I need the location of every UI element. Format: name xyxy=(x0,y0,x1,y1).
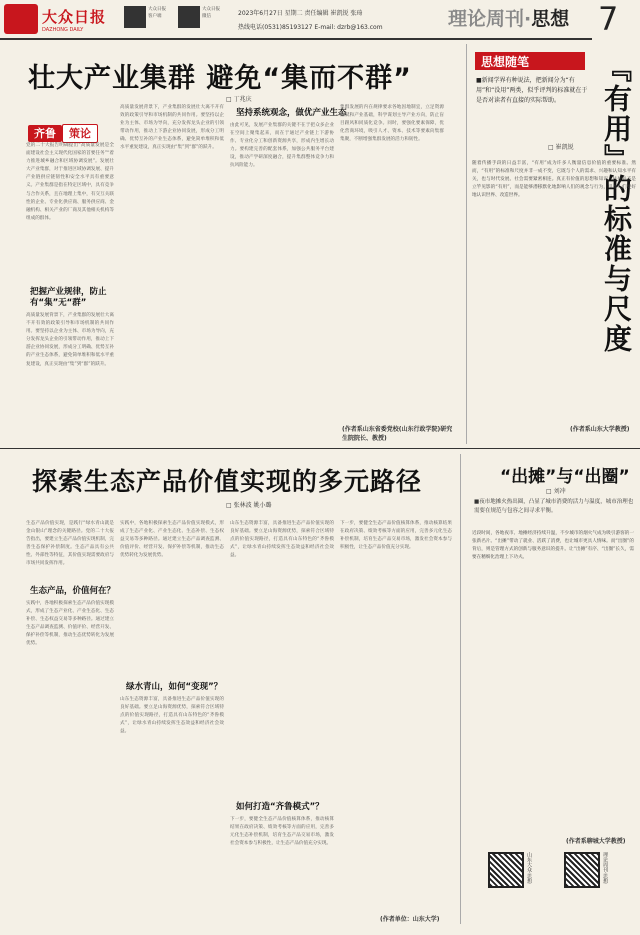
newspaper-logo: 大众日报 xyxy=(42,8,107,26)
article1-tag xyxy=(28,122,98,141)
article1-col1b: 高质量发展背景下，产业集群的发展壮大离不开有效的政策引导和市场机制的共同作用。要坚持以企业为主体、市场为导向，充分发挥龙头企业的引领带动作用，推动上下游企业协同发展，形成分工明确、优势互补的产业生态体系，避免简单堆积和低水平重复建设，真正实现由“集”到“群”的跃升。 xyxy=(26,313,114,367)
section-name: 理论周刊 xyxy=(448,8,525,30)
column-banner: 思想随笔 xyxy=(475,52,585,70)
page-number: 7 xyxy=(598,0,619,38)
article2-author-note: (作者单位：山东大学) xyxy=(380,916,440,923)
qr-code-icon xyxy=(124,6,146,28)
section-rule xyxy=(0,448,640,449)
article2-col3: 山东生态资源丰富，具备推进生态产品价值实现的良好基础。要立足山海资源优势，探索符合区域特点的价值实现路径，打造具有山东特色的“齐鲁模式”，让绿水青山持续发挥生态效益和经济社会效益。 xyxy=(230,521,334,559)
masthead-rule xyxy=(0,38,592,40)
article2-col2b: 山东生态资源丰富，具备推进生态产品价值实现的良好基础。要立足山海资源优势，探索符合区域特点的价值实现路径，打造具有山东特色的“齐鲁模式”，让绿水青山持续发挥生态效益和经济社会效益。 xyxy=(120,697,224,735)
section-sub: 思想 xyxy=(531,8,570,30)
qr-code-icon xyxy=(178,6,200,28)
article2-subhead1: 生态产品，价值何在？ xyxy=(30,586,116,596)
section-title xyxy=(448,4,569,31)
article3-headline: “出摊”与“出圈” xyxy=(500,467,630,487)
article1-subhead2: 坚持系统观念，做优产业生态 xyxy=(236,108,347,118)
section-dot: · xyxy=(524,8,532,30)
qr-code-icon xyxy=(488,852,524,888)
column-byline: □ 崔凯锐 xyxy=(548,144,574,151)
article1-headline: 壮大产业集群 避免“集而不群” xyxy=(28,63,412,94)
qr-label: 理论周刊·思想 xyxy=(602,852,608,884)
hotline: 热线电话(0531)85193127 E-mail: dzrb@163.com xyxy=(238,24,383,31)
article3-byline: □ 刘冲 xyxy=(546,488,566,495)
article1-col2: 高质量发展背景下，产业集群的发展壮大离不开有效的政策引导和市场机制的共同作用。要坚持以企业为主体、市场为导向，充分发挥龙头企业的引领带动作用，推动上下游企业协同发展，形成分工明确、优势互补的产业生态体系，避免简单堆积和低水平重复建设，真正实现由“集”到“群”的跃升。 xyxy=(120,105,224,151)
article2-col2: 实践中，各地积极探索生态产品价值实现模式，形成了生态产业化、产业生态化、生态补偿、生态权益交易等多种路径。通过建立生态产品调查监测、价值评价、经营开发、保护补偿等机制，推动生态优势转化为发展优势。 xyxy=(120,521,224,559)
article2-subhead3: 如何打造“齐鲁模式”？ xyxy=(236,802,324,812)
article2-col4: 下一步，要健全生态产品价值核算体系，推动核算结果在政府决策、绩效考核等方面的应用，完善多元化生态补偿机制，培育生态产品交易市场，激发社会资本参与积极性，让生态产品价值充分实现。 xyxy=(340,521,452,551)
article1-author-note: (作者系山东省委党校(山东行政学院)研究生院院长、教授) xyxy=(342,426,453,442)
column-vertical-title: 『有用』的标准与尺度 xyxy=(600,54,633,354)
tag-label: 齐鲁 xyxy=(28,125,62,142)
column-divider xyxy=(466,44,467,444)
article3-author-note: (作者系聊城大学教授) xyxy=(566,838,626,845)
article2-col1b: 实践中，各地积极探索生态产品价值实现模式，形成了生态产业化、产业生态化、生态补偿、生态权益交易等多种路径。通过建立生态产品调查监测、价值评价、经营开发、保护补偿等机制，推动生态优势转化为发展优势。 xyxy=(26,601,114,647)
newspaper-logo-sub: DAZHONG DAILY xyxy=(42,27,84,33)
newspaper-logo-mark xyxy=(4,4,38,34)
qr-code-icon xyxy=(564,852,600,888)
article2-headline: 探索生态产品价值实现的多元路径 xyxy=(32,467,423,496)
column-lede: ■新闻学界有种说法，把新闻分为“有用”和“没用”两类，似乎评判的标准就在于是否对读者有直接的实际帮助。 xyxy=(476,77,588,104)
column-body: 随着传播手段的日益丰富，“有用”成为许多人衡量信息价值的重要标准。然而，“有用”的标准和尺度并非一成不变，它既与个人的需求、兴趣和认知水平有关，也与时代发展、社会需要紧密相连。真正有价值的思想和知识，往往并不是立竿见影的“有用”，而是能够潜移默化地影响人们的观念与行为，引导人们更好地认识世界、改造世界。 xyxy=(472,161,636,199)
article1-col4: 集群发展的内在规律要求各地因地制宜，立足资源禀赋和产业基础，科学谋划主导产业方向，防止盲目跟风和同质化竞争。同时，要强化要素保障，优化营商环境，吸引人才、资本、技术等要素向集群集聚，不断增强集群发展的活力和韧性。 xyxy=(340,105,444,143)
date-line: 2023年6月27日 星期二 责任编辑 崔凯锐 张琦 xyxy=(238,10,363,17)
article2-byline: □ 张林波 姚小璐 xyxy=(226,502,272,509)
article1-col3: 由此可见，发展产业集群的关键不在于把众多企业在空间上聚集起来，而在于通过产业链上下游协作、专业化分工和创新资源共享，形成内生增长动力。要构建完善的配套体系，加强公共服务平台建设，推动产学研深度融合，提升集群整体竞争力和抗风险能力。 xyxy=(230,123,334,169)
column-divider xyxy=(460,454,461,924)
article3-body: 近段时间，各地夜市、地摊经济持续升温，不少城市的烟火气成为吸引游客的一张新名片。“出摊”带动了就业、活跃了消费，也让城市更具人情味。而“出圈”的背后，则是管理方式的创新与服务意识的提升。让“出摊”有序、“出圈”长久，需要在精细化治理上下功夫。 xyxy=(472,531,634,561)
tag-label-2: 策论 xyxy=(62,124,98,143)
article2-subhead2: 绿水青山，如何“变现”？ xyxy=(126,682,223,692)
article2-col3b: 下一步，要健全生态产品价值核算体系，推动核算结果在政府决策、绩效考核等方面的应用，完善多元化生态补偿机制，培育生态产品交易市场，激发社会资本参与积极性，让生态产品价值充分实现。 xyxy=(230,817,334,847)
article2-col1: 生态产品价值实现，是践行“绿水青山就是金山银山”理念的关键路径。党的二十大报告指出，要建立生态产品价值实现机制，完善生态保护补偿制度。生态产品具有公共性、外部性等特征，其价值实现需要政府与市场共同发挥作用。 xyxy=(26,521,114,567)
article1-subhead1: 把握产业规律，防止有“集”无“群” xyxy=(30,287,107,308)
article1-col1: 党的二十大报告明确提出“高质量发展是全面建设社会主义现代化国家的首要任务”“着力推进城乡融合和区域协调发展”。发展壮大产业集群，对于推进区域协调发展、提升产业链供应链韧性和安全水平具有重要意义。产业集群是指在特定区域中，具有竞争与合作关系，且在地理上集中，有交互关联性的企业、专业化供应商、服务供应商、金融机构、相关产业的厂商及其他相关机构等组成的群体。 xyxy=(26,143,114,221)
qr-label: 山东大众·思想 xyxy=(526,852,532,884)
column-author-note: (作者系山东大学教授) xyxy=(570,426,630,433)
article3-lede: ■夜市地摊火热出圈，凸显了城市消费的活力与温度，城市治理也需要在规范与包容之间寻求平衡。 xyxy=(474,499,634,514)
qr-caption: 大众日报 微信 xyxy=(202,7,220,19)
qr-caption: 大众日报 客户端 xyxy=(148,7,166,19)
article1-byline: □ 丁兆庆 xyxy=(226,96,252,103)
